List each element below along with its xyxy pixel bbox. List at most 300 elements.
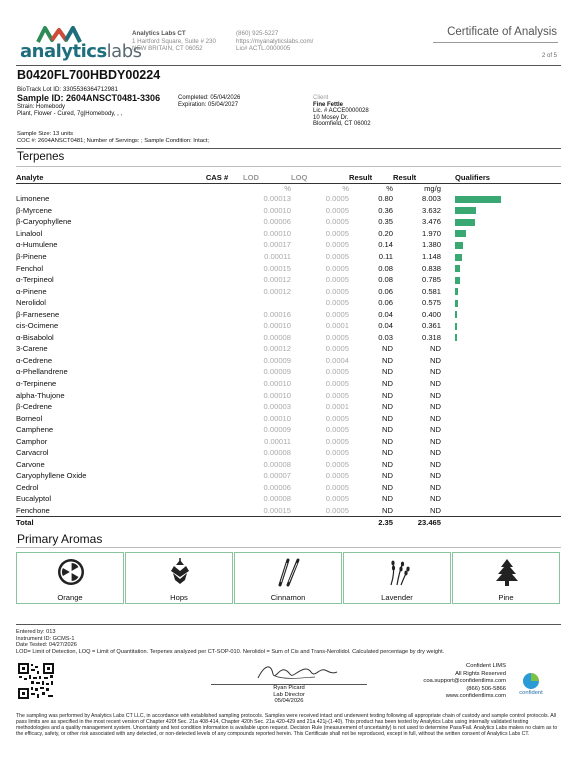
lab-contact-block bbox=[236, 30, 313, 53]
result-mg-cell: ND bbox=[430, 494, 441, 504]
table-row bbox=[16, 193, 561, 205]
loq-cell: 0.0005 bbox=[325, 367, 349, 377]
result-pct-cell: ND bbox=[382, 379, 393, 389]
table-row bbox=[16, 274, 561, 286]
lab-license: Lic# ACTL.0000005 bbox=[236, 45, 291, 53]
lims-website[interactable]: www.confidentlims.com bbox=[445, 693, 506, 700]
page-number: 2 of 5 bbox=[541, 53, 557, 59]
cas-cell bbox=[191, 332, 243, 344]
result-mg-cell: ND bbox=[430, 436, 441, 446]
result-mg-cell: ND bbox=[430, 402, 441, 412]
level-bar bbox=[455, 265, 460, 272]
result-mg-cell: ND bbox=[430, 413, 441, 423]
confident-logo-text: confident bbox=[519, 690, 543, 696]
cas-cell bbox=[191, 216, 243, 228]
terpenes-divider bbox=[16, 166, 561, 167]
sample-meta bbox=[17, 131, 209, 145]
entered-by: Entered by: 013 bbox=[16, 629, 56, 635]
aroma-card-cinnamon bbox=[234, 552, 342, 604]
qualifier-cell bbox=[441, 459, 561, 471]
sample-id: Sample ID: 2604ANSCT0481-3306 bbox=[17, 93, 161, 103]
aroma-label-cinnamon: Cinnamon bbox=[270, 593, 306, 602]
table-row bbox=[16, 401, 561, 413]
expiration-date: Expiration: 05/04/2027 bbox=[178, 102, 239, 108]
lod-cell: 0.00009 bbox=[263, 367, 291, 377]
table-row bbox=[16, 355, 561, 367]
col-analyte: Analyte bbox=[16, 172, 191, 183]
result-pct-cell: ND bbox=[382, 413, 393, 423]
loq-cell: 0.0005 bbox=[325, 298, 349, 308]
table-header-row bbox=[16, 172, 561, 183]
result-pct-cell: 0.04 bbox=[378, 309, 393, 319]
table-row bbox=[16, 447, 561, 459]
result-pct-cell: ND bbox=[382, 367, 393, 377]
qualifier-cell bbox=[441, 228, 561, 240]
loq-cell: 0.0001 bbox=[325, 321, 349, 331]
terpenes-title: Terpenes bbox=[17, 151, 65, 163]
lod-cell: 0.00008 bbox=[263, 494, 291, 504]
col-result-mg: Result bbox=[393, 172, 441, 183]
cas-cell bbox=[191, 493, 243, 505]
qualifier-cell bbox=[441, 389, 561, 401]
result-mg-cell: ND bbox=[430, 390, 441, 400]
unit-result-pct: % bbox=[386, 183, 393, 193]
result-pct-cell: 0.04 bbox=[378, 321, 393, 331]
result-pct-cell: 0.11 bbox=[378, 252, 393, 261]
lod-cell: 0.00010 bbox=[263, 321, 291, 331]
result-pct-cell: ND bbox=[382, 459, 393, 469]
table-row bbox=[16, 251, 561, 263]
level-bar bbox=[455, 323, 457, 330]
loq-cell: 0.0005 bbox=[325, 390, 349, 400]
qualifier-cell bbox=[441, 401, 561, 413]
lod-cell: 0.00010 bbox=[263, 390, 291, 400]
result-mg-cell: ND bbox=[430, 482, 441, 492]
loq-cell: 0.0005 bbox=[325, 205, 349, 215]
cas-cell bbox=[191, 424, 243, 436]
analyte-cell: α-Bisabolol bbox=[16, 332, 54, 342]
loq-cell: 0.0005 bbox=[325, 471, 349, 481]
strain: Strain: Homebody bbox=[17, 104, 66, 110]
result-mg-cell: 0.575 bbox=[421, 298, 441, 308]
result-mg-cell: 1.380 bbox=[421, 240, 441, 250]
lod-cell: 0.00015 bbox=[263, 505, 291, 515]
lod-cell: 0.00012 bbox=[263, 344, 291, 354]
lod-cell: 0.00012 bbox=[263, 275, 291, 285]
date-tested: Date Tested: 04/27/2026 bbox=[16, 642, 77, 648]
result-pct-cell: 0.80 bbox=[378, 194, 393, 204]
completed-date: Completed: 05/04/2026 bbox=[178, 95, 241, 101]
result-mg-cell: 0.400 bbox=[421, 309, 441, 319]
result-mg-cell: ND bbox=[430, 471, 441, 481]
instrument-id: Instrument ID: GCMS-1 bbox=[16, 635, 75, 642]
cas-cell bbox=[191, 470, 243, 482]
confident-logo bbox=[514, 672, 548, 700]
result-pct-cell: ND bbox=[382, 355, 393, 365]
result-pct-cell: ND bbox=[382, 390, 393, 400]
loq-cell: 0.0005 bbox=[325, 344, 349, 354]
level-bar bbox=[455, 288, 458, 295]
loq-cell: 0.0005 bbox=[325, 482, 349, 492]
lod-cell: 0.00010 bbox=[263, 205, 291, 215]
table-row bbox=[16, 424, 561, 436]
level-bar bbox=[455, 300, 458, 307]
lod-cell: 0.00012 bbox=[263, 286, 291, 296]
result-pct-cell: 0.03 bbox=[378, 332, 393, 342]
lab-website[interactable]: https://myanalyticslabs.com/ bbox=[236, 37, 314, 45]
lims-rights: All Rights Reserved bbox=[455, 670, 506, 677]
lod-cell: 0.00011 bbox=[264, 252, 291, 261]
loq-cell: 0.0005 bbox=[325, 252, 349, 261]
lod-cell: 0.00008 bbox=[263, 448, 291, 458]
total-loq bbox=[291, 516, 349, 528]
lod-cell: 0.00015 bbox=[263, 263, 291, 273]
result-mg-cell: 3.476 bbox=[421, 217, 441, 227]
lab-phone: (860) 925-5227 bbox=[236, 30, 279, 37]
aroma-card-pine bbox=[452, 552, 560, 604]
client-label: Client bbox=[313, 95, 329, 101]
cas-cell bbox=[191, 435, 243, 447]
analyte-cell: Borneol bbox=[16, 413, 43, 423]
result-pct-cell: 0.36 bbox=[378, 205, 393, 215]
table-row bbox=[16, 412, 561, 424]
result-pct-cell: ND bbox=[382, 482, 393, 492]
table-row bbox=[16, 205, 561, 217]
lod-cell: 0.00009 bbox=[263, 355, 291, 365]
analyte-cell: Fenchol bbox=[16, 263, 44, 273]
signer-name: Ryan Picard bbox=[273, 685, 305, 691]
analyte-cell: Limonene bbox=[16, 194, 50, 204]
analyte-cell: cis-Ocimene bbox=[16, 321, 59, 331]
aroma-label-lavender: Lavender bbox=[381, 593, 413, 602]
analyte-cell: α-Pinene bbox=[16, 286, 47, 296]
loq-cell: 0.0005 bbox=[325, 505, 349, 515]
signer-date: 05/04/2026 bbox=[274, 698, 304, 705]
analyte-cell: Nerolidol bbox=[16, 298, 46, 308]
qualifier-cell bbox=[441, 470, 561, 482]
analyte-cell: alpha-Thujone bbox=[16, 390, 65, 400]
cas-cell bbox=[191, 355, 243, 367]
loq-cell: 0.0005 bbox=[325, 413, 349, 423]
loq-cell: 0.0005 bbox=[325, 263, 349, 273]
lab-logo bbox=[20, 24, 142, 64]
cas-cell bbox=[191, 285, 243, 297]
qualifier-cell bbox=[441, 378, 561, 390]
cas-cell bbox=[191, 459, 243, 471]
qualifier-cell bbox=[441, 332, 561, 344]
signer-block bbox=[211, 685, 367, 705]
analyte-cell: β-Pinene bbox=[16, 252, 47, 261]
qualifier-cell bbox=[441, 251, 561, 263]
analyte-cell: β-Farnesene bbox=[16, 309, 60, 319]
result-pct-cell: ND bbox=[382, 425, 393, 435]
total-lod bbox=[243, 516, 291, 528]
title-divider bbox=[433, 42, 558, 43]
lod-cell: 0.00006 bbox=[263, 482, 291, 492]
result-mg-cell: ND bbox=[430, 355, 441, 365]
total-cas bbox=[191, 516, 243, 528]
table-row bbox=[16, 459, 561, 471]
loq-cell: 0.0005 bbox=[325, 194, 349, 204]
analyte-cell: α-Terpinene bbox=[16, 379, 57, 389]
qualifier-cell bbox=[441, 482, 561, 494]
aroma-label-hops: Hops bbox=[170, 593, 188, 602]
lod-cell: 0.00013 bbox=[263, 194, 291, 204]
cas-cell bbox=[191, 447, 243, 459]
cas-cell bbox=[191, 262, 243, 274]
table-row bbox=[16, 482, 561, 494]
table-row bbox=[16, 332, 561, 344]
loq-cell: 0.0005 bbox=[325, 286, 349, 296]
loq-cell: 0.0004 bbox=[325, 355, 349, 365]
units-row bbox=[16, 183, 561, 193]
analyte-cell: Eucalyptol bbox=[16, 494, 52, 504]
loq-cell: 0.0005 bbox=[325, 309, 349, 319]
lod-cell: 0.00009 bbox=[263, 425, 291, 435]
logo-wordmark bbox=[20, 41, 142, 62]
result-pct-cell: 0.08 bbox=[378, 275, 393, 285]
cas-cell bbox=[191, 505, 243, 517]
analyte-cell: Camphor bbox=[16, 436, 48, 446]
qualifier-cell bbox=[441, 205, 561, 217]
table-row bbox=[16, 320, 561, 332]
level-bar bbox=[455, 254, 462, 261]
cas-cell bbox=[191, 320, 243, 332]
col-lod: LOD bbox=[243, 172, 291, 183]
total-pct: 2.35 bbox=[349, 516, 393, 528]
logo-text-labs: labs bbox=[106, 41, 142, 62]
analyte-cell: Camphene bbox=[16, 425, 54, 435]
aroma-card-lavender bbox=[343, 552, 451, 604]
analyte-cell: α-Humulene bbox=[16, 240, 58, 250]
col-loq: LOQ bbox=[291, 172, 349, 183]
qualifier-cell bbox=[441, 320, 561, 332]
total-mg: 23.465 bbox=[393, 516, 441, 528]
cas-cell bbox=[191, 389, 243, 401]
confident-logo-mark-icon bbox=[522, 672, 540, 690]
matrix: Plant, Flower - Cured, 7g|Homebody, , , bbox=[17, 110, 123, 117]
level-bar bbox=[455, 207, 476, 214]
cas-cell bbox=[191, 308, 243, 320]
analyte-cell: Fenchone bbox=[16, 505, 50, 515]
footer-divider bbox=[16, 624, 561, 625]
col-qualifiers: Qualifiers bbox=[441, 172, 561, 183]
loq-cell: 0.0005 bbox=[325, 228, 349, 238]
loq-cell: 0.0005 bbox=[325, 448, 349, 458]
cas-cell bbox=[191, 228, 243, 240]
cas-cell bbox=[191, 239, 243, 251]
result-pct-cell: ND bbox=[382, 471, 393, 481]
aroma-label-orange: Orange bbox=[57, 593, 83, 602]
loq-cell: 0.0001 bbox=[325, 402, 349, 412]
coc-line: COC #: 2604ANSCT0481; Number of Servings: ; Sample Condition: Intact; bbox=[17, 138, 210, 144]
table-row bbox=[16, 228, 561, 240]
signature-image bbox=[255, 660, 340, 684]
loq-cell: 0.0005 bbox=[325, 459, 349, 469]
result-pct-cell: ND bbox=[382, 436, 393, 446]
table-row bbox=[16, 493, 561, 505]
qualifier-cell bbox=[441, 493, 561, 505]
cas-cell bbox=[191, 366, 243, 378]
table-row bbox=[16, 308, 561, 320]
table-row bbox=[16, 262, 561, 274]
qualifier-cell bbox=[441, 366, 561, 378]
result-pct-cell: 0.14 bbox=[378, 240, 393, 250]
batch-id: B0420FL700HBDY00224 bbox=[17, 68, 161, 82]
loq-cell: 0.0005 bbox=[325, 436, 349, 446]
lod-cell: 0.00010 bbox=[263, 379, 291, 389]
aroma-card-orange bbox=[16, 552, 124, 604]
lod-cell: 0.00003 bbox=[263, 402, 291, 412]
sample-details bbox=[17, 104, 122, 117]
loq-cell: 0.0005 bbox=[325, 217, 349, 227]
loq-cell: 0.0005 bbox=[325, 494, 349, 504]
qr-code-icon[interactable] bbox=[17, 662, 55, 700]
table-row bbox=[16, 470, 561, 482]
sample-size: Sample Size: 13 units bbox=[17, 131, 74, 137]
result-mg-cell: 0.838 bbox=[421, 263, 441, 273]
table-row bbox=[16, 343, 561, 355]
level-bar bbox=[455, 242, 463, 249]
cas-cell bbox=[191, 297, 243, 309]
method-notes: LOD= Limit of Detection, LOQ = Limit of Quantitation. Terpenes analyzed per CT-SOP-010. Nerolidol = Sum of Cis and Trans-Nerolidol. Calculated percentage by dry weight. bbox=[16, 648, 445, 655]
unit-lod: % bbox=[284, 183, 291, 193]
result-mg-cell: 0.361 bbox=[421, 321, 441, 331]
result-mg-cell: ND bbox=[430, 344, 441, 354]
cas-cell bbox=[191, 193, 243, 205]
lod-cell: 0.00006 bbox=[263, 217, 291, 227]
level-bar bbox=[455, 196, 501, 203]
aromas-title: Primary Aromas bbox=[17, 532, 103, 546]
level-bar bbox=[455, 334, 457, 341]
lod-cell: 0.00010 bbox=[263, 413, 291, 423]
analyte-cell: β-Cedrene bbox=[16, 402, 53, 412]
table-row bbox=[16, 216, 561, 228]
result-pct-cell: ND bbox=[382, 344, 393, 354]
lod-cell: 0.00008 bbox=[263, 459, 291, 469]
disclaimer: The sampling was performed by Analytics Labs CT LLC, in accordance with established sampling protocols. Samples were received intact and underwent testing following all appropriate chain of custody and sample control protocols. All pass limits are as specified in the most recent version of Chapter 420f Sec. 21a 408-414, Chapter 420h Sec. 21a 420-429 and 21a 421j-(1-40). This product has been tested by Analytics Labs using internally validated testing methodologies and a quality management system. Uncertainty and test condition information is available upon request. Decision Rule (measurement of uncertainty) is not used to determine Pass/Fail. Analytics Labs makes no claim as to the efficacy, safety, or other risk associated with any detected, or non-detected levels of any compounds reported herein. This Certificate shall not be reproduced, except in full, without the written consent of Analytics Labs CT. bbox=[16, 713, 558, 737]
qualifier-cell bbox=[441, 274, 561, 286]
cinnamon-icon bbox=[274, 557, 304, 587]
result-pct-cell: 0.20 bbox=[378, 228, 393, 238]
result-pct-cell: 0.06 bbox=[378, 298, 393, 308]
analyte-cell: α-Phellandrene bbox=[16, 367, 68, 377]
lod-cell bbox=[243, 297, 291, 309]
result-mg-cell: 0.785 bbox=[421, 275, 441, 285]
total-row bbox=[16, 516, 561, 528]
qualifier-cell bbox=[441, 412, 561, 424]
table-row bbox=[16, 389, 561, 401]
result-mg-cell: ND bbox=[430, 459, 441, 469]
aromas-divider bbox=[16, 547, 561, 548]
qualifier-cell bbox=[441, 447, 561, 459]
loq-cell: 0.0005 bbox=[325, 425, 349, 435]
result-mg-cell: ND bbox=[430, 425, 441, 435]
qualifier-cell bbox=[441, 308, 561, 320]
cas-cell bbox=[191, 412, 243, 424]
analyte-cell: α-Terpineol bbox=[16, 275, 54, 285]
qualifier-cell bbox=[441, 239, 561, 251]
cas-cell bbox=[191, 343, 243, 355]
page-title: Certificate of Analysis bbox=[447, 26, 557, 38]
level-bar bbox=[455, 277, 460, 284]
test-meta bbox=[16, 629, 444, 655]
analyte-cell: β-Myrcene bbox=[16, 205, 53, 215]
cas-cell bbox=[191, 378, 243, 390]
signer-title: Lab Director bbox=[273, 691, 305, 698]
lab-address-1: 1 Hartford Square, Suite # 230 bbox=[132, 37, 216, 45]
lod-cell: 0.00011 bbox=[264, 436, 291, 446]
client-city: Bloomfield, CT 06002 bbox=[313, 121, 371, 128]
unit-result-mg: mg/g bbox=[424, 183, 441, 193]
analyte-cell: 3-Carene bbox=[16, 344, 48, 354]
level-bar bbox=[455, 230, 466, 237]
result-pct-cell: ND bbox=[382, 402, 393, 412]
col-cas: CAS # bbox=[191, 172, 243, 183]
client-block bbox=[313, 95, 371, 128]
qualifier-cell bbox=[441, 262, 561, 274]
loq-cell: 0.0005 bbox=[325, 275, 349, 285]
result-pct-cell: 0.35 bbox=[378, 217, 393, 227]
total-qualifier bbox=[441, 516, 561, 528]
cas-cell bbox=[191, 482, 243, 494]
lab-name: Analytics Labs CT bbox=[132, 30, 186, 37]
analyte-cell: Linalool bbox=[16, 228, 43, 238]
table-row bbox=[16, 505, 561, 517]
terpenes-table bbox=[16, 172, 561, 528]
qualifier-cell bbox=[441, 424, 561, 436]
loq-cell: 0.0005 bbox=[325, 240, 349, 250]
lab-address-block bbox=[132, 30, 216, 53]
qualifier-cell bbox=[441, 216, 561, 228]
biotrack-lot-id: BioTrack Lot ID: 3305536364712981 bbox=[17, 86, 118, 93]
table-row bbox=[16, 297, 561, 309]
cas-cell bbox=[191, 205, 243, 217]
logo-text-analytics: analytics bbox=[20, 41, 107, 62]
level-bar bbox=[455, 311, 457, 318]
col-result-pct: Result bbox=[349, 172, 393, 183]
orange-slice-icon bbox=[56, 557, 86, 587]
cas-cell bbox=[191, 251, 243, 263]
aroma-card-hops bbox=[125, 552, 233, 604]
hops-icon bbox=[165, 557, 195, 587]
result-mg-cell: 1.970 bbox=[421, 228, 441, 238]
qualifier-cell bbox=[441, 343, 561, 355]
result-mg-cell: 0.581 bbox=[421, 286, 441, 296]
analyte-cell: Caryophyllene Oxide bbox=[16, 471, 87, 481]
qualifier-cell bbox=[441, 285, 561, 297]
result-mg-cell: ND bbox=[430, 367, 441, 377]
pine-icon bbox=[492, 557, 522, 587]
lod-cell: 0.00016 bbox=[263, 309, 291, 319]
result-mg-cell: ND bbox=[430, 379, 441, 389]
result-mg-cell: ND bbox=[430, 448, 441, 458]
lavender-icon bbox=[383, 557, 413, 587]
total-label: Total bbox=[16, 516, 191, 528]
result-pct-cell: 0.06 bbox=[378, 286, 393, 296]
analyte-cell: α-Cedrene bbox=[16, 355, 53, 365]
table-row bbox=[16, 285, 561, 297]
table-row bbox=[16, 239, 561, 251]
lab-address-2: NEW BRITAIN, CT 06052 bbox=[132, 45, 203, 53]
lims-email[interactable]: coa.support@confidentlims.com bbox=[423, 678, 506, 685]
result-pct-cell: 0.08 bbox=[378, 263, 393, 273]
loq-cell: 0.0005 bbox=[325, 379, 349, 389]
client-name: Fine Fettle bbox=[313, 101, 344, 108]
result-pct-cell: ND bbox=[382, 448, 393, 458]
analyte-cell: Carvone bbox=[16, 459, 45, 469]
loq-cell: 0.0005 bbox=[325, 332, 349, 342]
